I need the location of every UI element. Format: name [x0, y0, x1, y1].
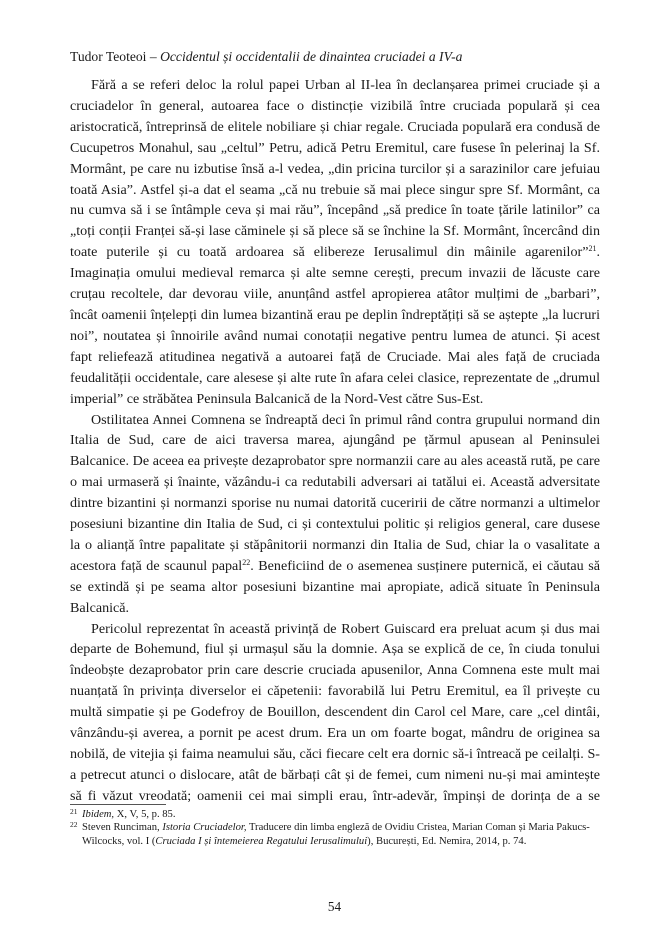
- footnote-italic: Istoria Cruciadelor,: [162, 822, 247, 834]
- paragraph-text: Ostilitatea Annei Comnena se îndreaptă deci în primul rând contra grupului normand din Italia de Sud, care de aici traversa marea, ajungând pe țărmul apusean al Peninsulei Balcanice. De aceea ea privește dezaprobator spre normanzii care au ales această rută, pe care o mai urmaseră și înainte, văzându-i ca redutabili adversari ai tatălui ei. Această adversitate dintre bizantini și normanzi sporise nu numai datorită cuceririi de către normanzi a ultimelor posesiuni bizantine din Italia de Sud, ci și contextului politic și religios general, care dusese la o alianță între papalitate și stăpânitorii normanzi din Italia de Sud, chiar la o vasalitate a acestora față de scaunul papal: [70, 411, 600, 574]
- running-header: [70, 48, 600, 66]
- paragraph-text: . Beneficiind de o asemenea susținere puternică, ei căutau să se extindă și pe seama altor posesiuni bizantine mai apropiate, adică situate în Peninsula Balcanică.: [70, 557, 600, 616]
- footnote-ref: 22: [242, 557, 251, 567]
- paragraph-text: Fără a se referi deloc la rolul papei Urban al II-lea în declanșarea primei cruciade și a cruciadelor în general, autoarea face o distincție vizibilă între cruciada populară și cea aristocratică, întreprinsă de elitele nobiliare și chiar regale. Cruciada populară era condusă de Cucupetros Monahul, sau „celtul” Petru, adică Petru Eremitul, care fusese în pelerinaj la Sf. Mormânt, pe care nu izbutise însă a-l vedea, „din pricina turcilor și a sarazinilor care jefuiau toată Asia”. Astfel și-a dat el seama „că nu trebuie să mai plece singur spre Sf. Mormânt, ca nu cumva să i se întâmple ceva și mai rău”, începând „să predice în toate țările latinilor” ca „toți conții Franței să-și lase căminele și să plece să se închine la Sf. Mormânt, încercând din toate puterile și cu toată ardoarea să elibereze Ierusalimul din mâinile agarenilor”: [70, 77, 600, 261]
- footnote-italic: Cruciada I și întemeierea Regatului Ierusalimului: [155, 835, 368, 847]
- paragraph: [70, 619, 600, 807]
- footnote-text: Steven Runciman,: [82, 822, 163, 834]
- footnote: [70, 808, 600, 821]
- footnote-italic: Ibidem,: [82, 809, 115, 820]
- page-number: 54: [327, 899, 342, 914]
- header-book-title: Occidentul și occidentalii de dinaintea cruciadei a IV-a: [160, 49, 463, 64]
- paragraph-text: . Imaginația omului medieval remarca și alte semne cerești, precum invazii de lăcuste care cruțau recoltele, dar devorau viile, anunțând astfel apropierea atâtor mulțimi de „barbari”, încât oamenii înțelepți din lumea bizantină erau pe deplin îndreptățiți să se aștepte „la lucruri noi”, noutatea și înnoirile având numai conotații negative pentru lumea de atunci. Și acest fapt reliefează atitudinea negativă a autoarei față de Cruciade. Mai ales față de cruciada feudalității occidentale, care alesese și alte rute în afara celei clasice, reprezentate de „drumul imperial” ce străbătea Peninsula Balcanică de la Nord-Vest către Sus-Est.: [70, 244, 600, 407]
- paragraph-text: Pericolul reprezentat în această privință de Robert Guiscard era preluat acum și dus mai departe de Bohemund, fiul și urmașul său la domnie. Așa se explică de ce, în ciuda tonului îndeobște dezaprobator prin care descrie cruciada apusenilor, Anna Comnena este mult mai nuanțată în privința diverselor ei căpetenii: favorabilă lui Petru Eremitul, ea îl privește cu multă simpatie și pe Godefroy de Bouillon, descendent din Carol cel Mare, care „cel dintâi, vânzându-și averea, a pornit pe acest drum. Era un om foarte bogat, mândru de originea sa nobilă, de vitejia și faima neamului său, căci fiecare celt era dornic să-i întreacă pe ceilalți. S-a petrecut atunci o dislocare, atât de bărbați cât și de femei, cum nimeni nu-și mai amintește să fi văzut vreodată; oamenii cei mai simpli erau, într-adevăr, împinși de dorința de a se: [70, 620, 600, 804]
- footnote-text: ), București, Ed. Nemira, 2014, p. 74.: [367, 835, 527, 847]
- body-text: [70, 75, 600, 807]
- footnote-number: 22: [70, 820, 78, 830]
- footnote-number: 21: [70, 807, 78, 816]
- footnote-ref: 21: [588, 244, 597, 254]
- paragraph: [70, 410, 600, 619]
- footnote-divider: [70, 804, 166, 805]
- footnote-text: Traducere din limba engleză de Ovidiu Cristea, Marian Coman și Maria Pakucs-Wilcocks, vol. I (: [82, 822, 590, 847]
- paragraph: [70, 75, 600, 410]
- footnote: [70, 821, 600, 848]
- header-author: Tudor Teoteoi –: [70, 49, 157, 64]
- footnotes: [70, 808, 600, 848]
- footnote-text: X, V, 5, p. 85.: [114, 809, 176, 820]
